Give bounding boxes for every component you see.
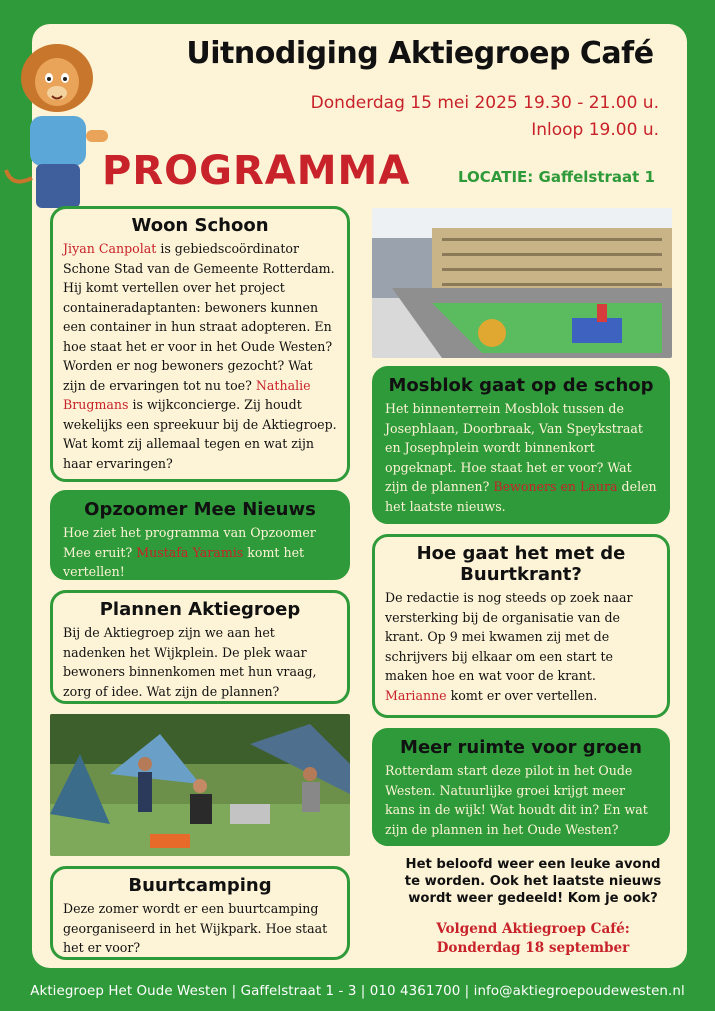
- speaker-name: Bewoners en Laura: [493, 479, 618, 494]
- next-cafe-label: Volgend Aktiegroep Café:: [436, 921, 630, 937]
- lion-mascot-icon: [2, 38, 112, 218]
- plannen-text: Bij de Aktiegroep zijn we aan het nadenken het Wijkplein. De plek waar bewoners binnenkomen met hun vraag, zorg of idee. Wat zijn de plannen?: [63, 625, 317, 699]
- speaker-name: Marianne: [385, 687, 447, 703]
- footer-contact: Aktiegroep Het Oude Westen | Gaffelstraat 1 - 3 | 010 4361700 | info@aktiegroepoudewesten.nl: [30, 984, 685, 999]
- opzoomer-title: Opzoomer Mee Nieuws: [84, 499, 316, 520]
- camping-photo: [50, 714, 350, 856]
- plannen-title: Plannen Aktiegroep: [99, 599, 301, 620]
- mosblok-photo: [372, 208, 672, 358]
- mosblok-card: [372, 366, 670, 524]
- event-date: [311, 90, 659, 144]
- date-line: Donderdag 15 mei 2025 19.30 - 21.00 u.: [310, 93, 659, 113]
- woon-schoon-text: Jiyan Canpolat is gebiedscoördinator Schone Stad van de Gemeente Rotterdam. Hij komt vertellen over het project containeradaptanten: bewoners kunnen een container in hun straat adopteren. En hoe staat het er voor in het Oude Westen? Worden er nog bewoners gezocht? Wat zijn de ervaringen tot nu toe? Nathalie Brugmans is wijkconcierge. Zij houdt wekelijks een spreekuur bij de Aktiegroep. Wat komt zij allemaal tegen en wat zijn haar ervaringen?: [63, 241, 337, 471]
- buurtcamping-card: [50, 866, 350, 960]
- woon-schoon-card: [50, 206, 350, 482]
- next-cafe: [400, 920, 666, 958]
- opzoomer-card: [50, 490, 350, 580]
- next-cafe-date: Donderdag 18 september: [436, 940, 630, 956]
- mosblok-text: Het binnenterrein Mosblok tussen de Josephlaan, Doorbraak, Van Speykstraat en Josephplein wordt binnenkort opgeknapt. Hoe staat het er voor? Wat zijn de plannen? Bewoners en Laura delen het laatste nieuws.: [385, 401, 657, 514]
- buurtcamping-text: Deze zomer wordt er een buurtcamping georganiseerd in het Wijkpark. Hoe staat het er voor?: [63, 901, 328, 955]
- plannen-card: [50, 590, 350, 704]
- flyer-page: [32, 24, 687, 968]
- buurtkrant-title: Hoe gaat het met de Buurtkrant?: [416, 543, 626, 585]
- speaker-name: Jiyan Canpolat: [63, 241, 157, 256]
- speaker-name: Mustafa Yaramis: [136, 544, 244, 560]
- groen-text: Rotterdam start deze pilot in het Oude Westen. Natuurlijke groei krijgt meer kans in de wijk! Wat houdt dit in? En wat zijn de plannen in het Oude Westen?: [385, 763, 648, 837]
- inloop-time: Inloop 19.00 u.: [531, 120, 659, 140]
- closing-text: Het beloofd weer een leuke avond te worden. Ook het laatste nieuws wordt weer gedeeld! Kom je ook?: [404, 857, 662, 906]
- location-label: LOCATIE: Gaffelstraat 1: [458, 168, 655, 186]
- woon-schoon-title: Woon Schoon: [131, 215, 269, 236]
- opzoomer-text: Hoe ziet het programma van Opzoomer Mee eruit? Mustafa Yaramis komt het vertellen!: [63, 525, 316, 579]
- programma-heading: PROGRAMMA: [102, 148, 411, 194]
- buurtcamping-title: Buurtcamping: [128, 875, 272, 896]
- page-title: Uitnodiging Aktiegroep Café: [186, 36, 654, 71]
- groen-title: Meer ruimte voor groen: [400, 737, 642, 758]
- buurtkrant-card: [372, 534, 670, 718]
- mosblok-title: Mosblok gaat op de schop: [388, 375, 654, 396]
- groen-card: [372, 728, 670, 846]
- buurtkrant-text: De redactie is nog steeds op zoek naar versterking bij de organisatie van de krant. Op 9 mei kwamen zij met de schrijvers bij elkaar om een start te maken hoe en wat voor de krant. Marianne komt er over vertellen.: [385, 590, 633, 703]
- speaker-name: Nathalie Brugmans: [63, 377, 311, 412]
